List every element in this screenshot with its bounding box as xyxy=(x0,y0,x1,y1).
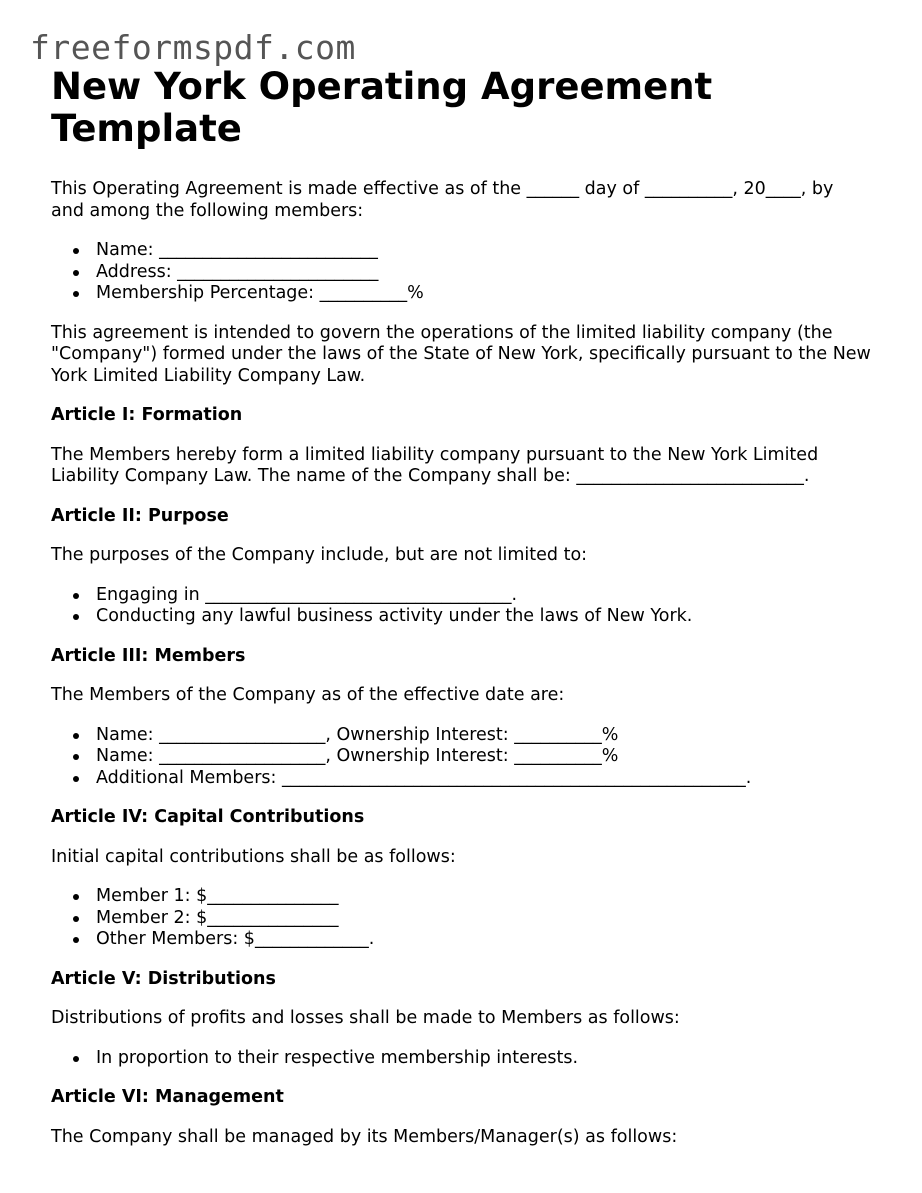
article-text: The Company shall be managed by its Members/Manager(s) as follows: xyxy=(51,1126,678,1147)
article-heading: Article I: Formation xyxy=(51,405,243,425)
list-item: Additional Members: _____________________________________________________. xyxy=(96,768,871,790)
list-item: Other Members: $_____________. xyxy=(96,929,871,951)
article-heading: Article V: Distributions xyxy=(51,968,276,989)
watermark: freeformspdf.com xyxy=(30,28,356,67)
purpose-list xyxy=(51,585,871,628)
list-item: Conducting any lawful business activity under the laws of New York. xyxy=(96,606,871,628)
capital-list xyxy=(51,886,871,951)
article-heading: Article VI: Management xyxy=(51,1087,284,1107)
list-item: Member 2: $_______________ xyxy=(96,908,871,930)
list-item: Membership Percentage: __________% xyxy=(96,283,871,305)
article-text: Distributions of profits and losses shall be made to Members as follows: xyxy=(51,1008,680,1028)
article-heading: Article III: Members xyxy=(51,645,246,666)
article-text: The purposes of the Company include, but are not limited to: xyxy=(51,545,588,565)
list-item: Name: ___________________, Ownership Interest: __________% xyxy=(96,746,871,768)
members-list xyxy=(51,725,871,790)
purpose-statement: This agreement is intended to govern the operations of the limited liability company (the "Company") formed under the laws of the State of New York, specifically pursuant to the New York Limited Liability Company Law. xyxy=(51,322,871,386)
article-text: The Members hereby form a limited liability company pursuant to the New York Limited Liability Company Law. The name of the Company shall be: __________________________. xyxy=(51,444,819,486)
list-item: In proportion to their respective membership interests. xyxy=(96,1048,871,1070)
article-text: Initial capital contributions shall be as follows: xyxy=(51,846,456,867)
article-heading: Article II: Purpose xyxy=(51,505,229,526)
list-item: Address: _______________________ xyxy=(96,262,871,284)
list-item: Name: ___________________, Ownership Interest: __________% xyxy=(96,725,871,747)
article-text: The Members of the Company as of the effective date are: xyxy=(51,685,565,705)
document-body xyxy=(51,66,871,1148)
list-item: Name: _________________________ xyxy=(96,240,871,262)
distributions-list xyxy=(51,1048,871,1070)
member-fields-list xyxy=(51,240,871,305)
article-heading: Article IV: Capital Contributions xyxy=(51,807,365,827)
list-item: Engaging in ___________________________________. xyxy=(96,585,871,607)
intro-paragraph: This Operating Agreement is made effective as of the ______ day of __________, 20____, by and among the following members: xyxy=(51,179,834,221)
list-item: Member 1: $_______________ xyxy=(96,886,871,908)
document-title: New York Operating Agreement Template xyxy=(51,65,713,150)
